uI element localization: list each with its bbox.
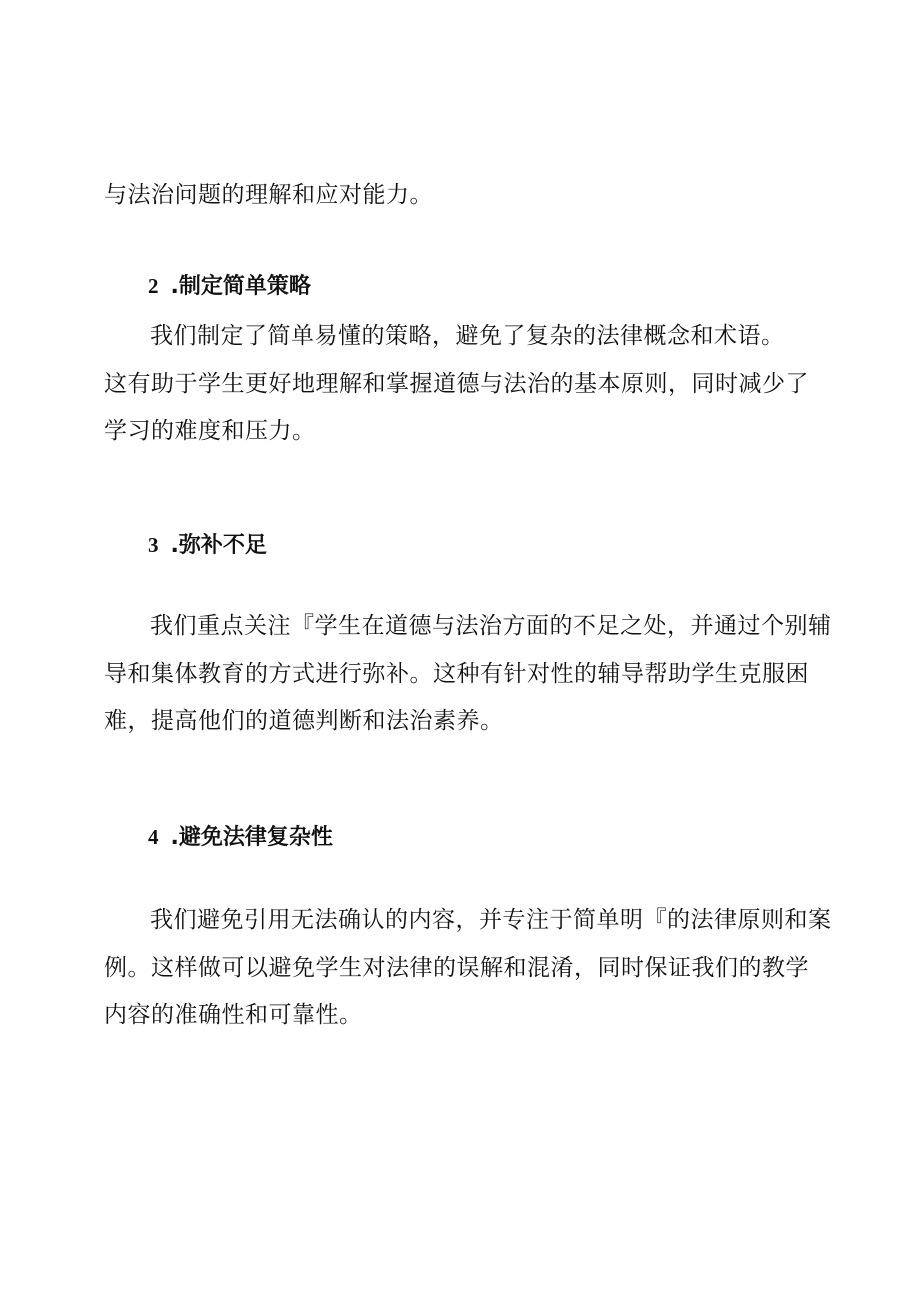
paragraph-line: 导和集体教育的方式进行弥补。这种有针对性的辅导帮助学生克服困 xyxy=(104,661,809,687)
paragraph-line: 学习的难度和压力。 xyxy=(104,418,316,444)
section-heading-2 xyxy=(148,271,311,302)
section-number: 4 xyxy=(148,825,159,849)
intro-paragraph-line: 与法治问题的理解和应对能力。 xyxy=(104,182,433,208)
paragraph-line: 我们避免引用无法确认的内容，并专注于简单明『的法律原则和案 xyxy=(150,907,832,933)
section-title: .制定简单策略 xyxy=(170,274,311,299)
section-heading-3 xyxy=(148,530,267,561)
paragraph-line: 我们重点关注『学生在道德与法治方面的不足之处，并通过个别辅 xyxy=(150,613,832,639)
section-title: .避免法律复杂性 xyxy=(170,825,333,850)
section-number: 2 xyxy=(148,274,159,298)
paragraph-line: 难，提高他们的道德判断和法治素养。 xyxy=(104,708,504,734)
section-heading-4 xyxy=(148,822,333,853)
paragraph-line: 这有助于学生更好地理解和掌握道德与法治的基本原则，同时减少了 xyxy=(104,371,809,397)
paragraph-line: 内容的准确性和可靠性。 xyxy=(104,1002,363,1028)
paragraph-line: 例。这样做可以避免学生对法律的误解和混淆，同时保证我们的教学 xyxy=(104,955,809,981)
section-title: .弥补不足 xyxy=(170,533,267,558)
paragraph-line: 我们制定了简单易懂的策略，避免了复杂的法律概念和术语。 xyxy=(150,323,785,349)
section-number: 3 xyxy=(148,533,159,557)
